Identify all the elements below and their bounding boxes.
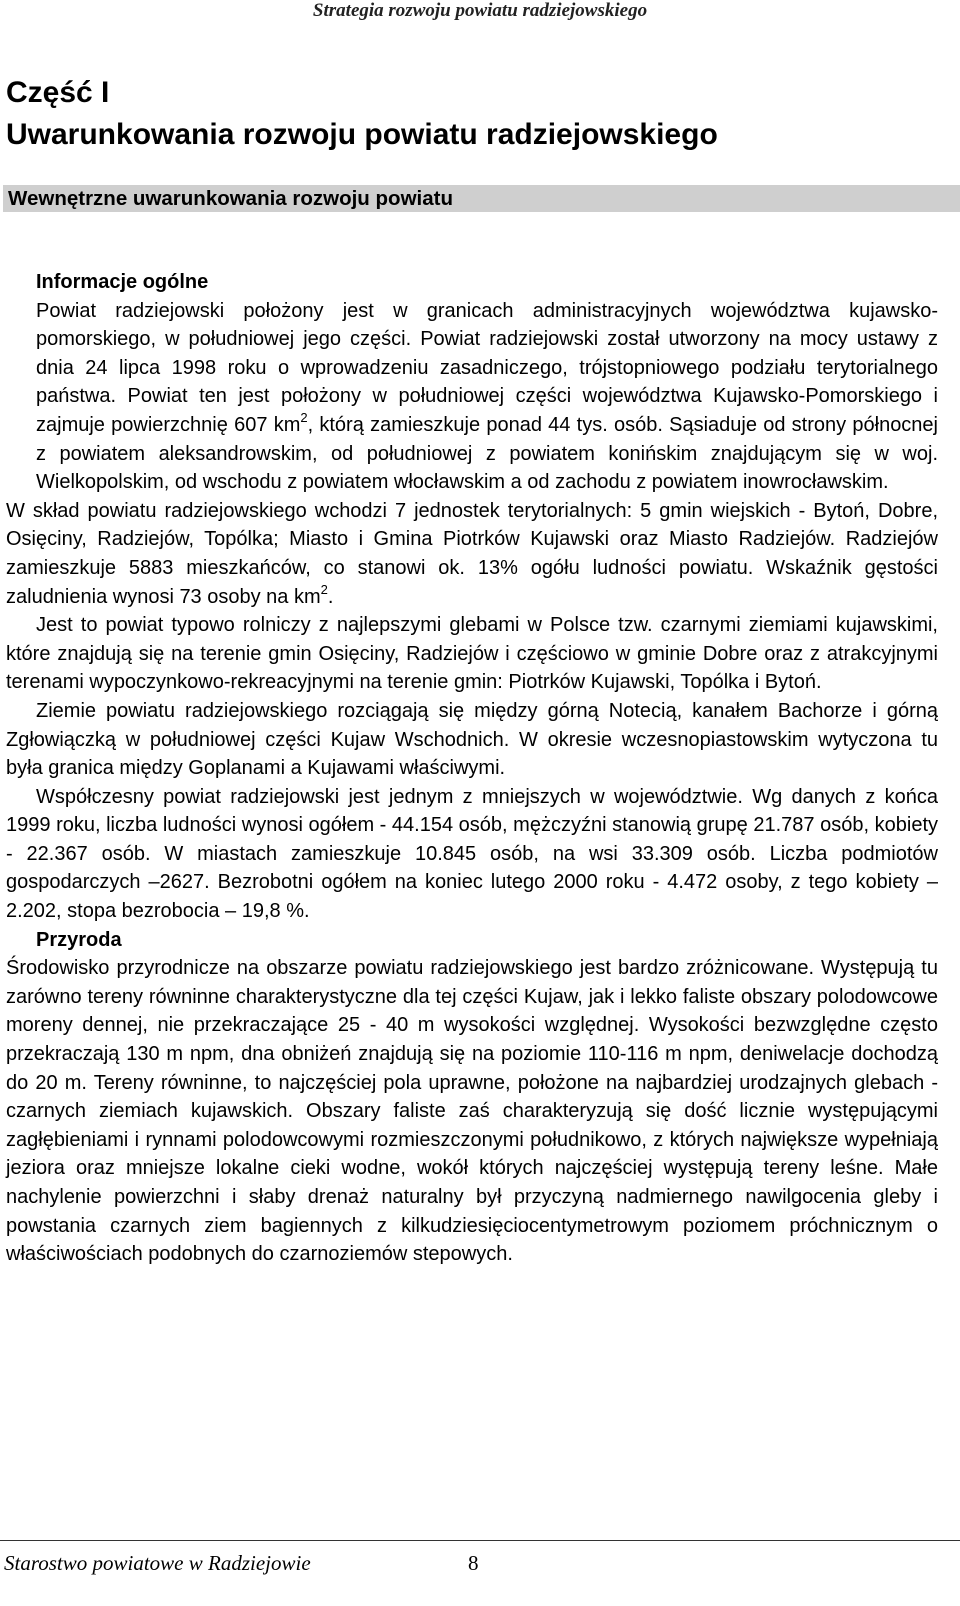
info-heading: Informacje ogólne [36,271,209,293]
paragraph-general [36,297,938,497]
paragraph-composition-text-a: W skład powiatu radziejowskiego wchodzi 7 jednostek terytorialnych: 5 gmin wiejskich - Bytoń, Dobre, Osięciny, Radziejów, Topólka; Miasto i Gmina Piotrków Kujawski oraz Miasto Radziejów. Radziejów zamieszkuje 5883 mieszkańców, co stanowi ok. 13% ogółu ludności powiatu. Wskaźnik gęstości zaludnienia wynosi 73 osoby na km [6,499,938,608]
paragraph-agriculture: Jest to powiat typowo rolniczy z najlepszymi glebami w Polsce tzw. czarnymi ziemiami kujawskimi, które znajdują się na terenie gmin Osięciny, Radziejów i częściowo w gminie Dobre oraz z atrakcyjnymi terenami wypoczynkowo-rekreacyjnymi na terenie gmin: Piotrków Kujawski, Topólka i Bytoń. [6,614,938,694]
page-footer [0,1540,960,1580]
superscript-2: 2 [300,409,308,425]
paragraph-composition-text-b: . [327,585,334,608]
part-label: Część I [6,76,110,109]
paragraph-general-text-b: , którą zamieszkuje ponad 44 tys. osób. Sąsiaduje od strony północnej z powiatem aleksandrowskim, od południowej z powiatem konińskim znajdującym się w woj. Wielkopolskim, od wschodu z powiatem włocławskim a od zachodu z powiatem inowrocławskim. [36,413,939,494]
paragraph-nature: Środowisko przyrodnicze na obszarze powiatu radziejowskiego jest bardzo zróżnicowane. Występują tu zarówno tereny równinne charakterystyczne dla tej części Kujaw, jak i lekko faliste obszary polodowcowe moreny dennej, nie przekraczające 25 - 40 m wysokości względnej. Wysokości bezwzględne często przekraczają 130 m npm, dna obniżeń znajdują się na poziomie 110-116 m npm, deniwelacje dochodzą do 20 m. Tereny równinne, to najczęściej pola uprawne, położone na najbardziej urodzajnych glebach - czarnych ziemiach kujawskich. Obszary faliste zaś charakteryzują się dość licznie występującymi zagłębieniami i rynnami polodowcowymi rozmieszczonymi południkowo, z których największe wypełniają jeziora oraz mniejsze lokalne cieki wodne, wokół których najczęściej występują tereny leśne. Małe nachylenie powierzchni i słaby drenaż naturalny był przyczyną nadmiernego nawilgocenia gleby i powstania czarnych ziem bagiennych z kilkudziesięciocentymetrowym poziomem próchnicznym o właściwościach podobnych do czarnoziemów stepowych. [6,957,938,1266]
section-heading: Wewnętrzne uwarunkowania rozwoju powiatu [3,185,960,212]
paragraph-lands: Ziemie powiatu radziejowskiego rozciągają się między górną Notecią, kanałem Bachorze i górną Zgłowiączką w południowej części Kujaw Wschodnich. W okresie wczesnopiastowskim wytyczona tu była granica między Goplanami a Kujawami właściwymi. [6,699,938,780]
page-number: 8 [468,1551,479,1575]
nature-heading: Przyroda [36,928,122,951]
paragraph-general-text-a: Powiat radziejowski położony jest w granicach administracyjnych województwa kujawsko-pomorskiego, w południowej jego części. Powiat radziejowski został utworzony na mocy ustawy z dnia 24 lipca 1998 roku o wprowadzeniu zasadniczego, trójstopniowego podziału terytorialnego państwa. Powiat ten jest położony w południowej części województwa Kujawsko-Pomorskiego i zajmuje powierzchnię 607 km [36,299,938,436]
part-title [6,72,946,156]
footer-office-name: Starostwo powiatowe w Radziejowie [4,1551,311,1575]
running-header: Strategia rozwoju powiatu radziejowskiego [312,0,648,21]
body-text [6,268,939,1269]
footer-divider [0,1540,960,1541]
part-main-title: Uwarunkowania rozwoju powiatu radziejowskiego [6,118,718,151]
paragraph-population: Współczesny powiat radziejowski jest jednym z mniejszych w województwie. Wg danych z końca 1999 roku, liczba ludności wynosi ogółem - 44.154 osób, mężczyźni stanowią grupę 21.787 osób, kobiety - 22.367 osób. W miastach zamieszkuje 10.845 osób, na wsi 33.309 osób. Liczba podmiotów gospodarczych –2627. Bezrobotni ogółem na koniec lutego 2000 roku - 4.472 osoby, z tego kobiety – 2.202, stopa bezrobocia – 19,8 %. [6,785,938,923]
paragraph-composition [6,497,938,611]
superscript-2: 2 [320,581,328,597]
